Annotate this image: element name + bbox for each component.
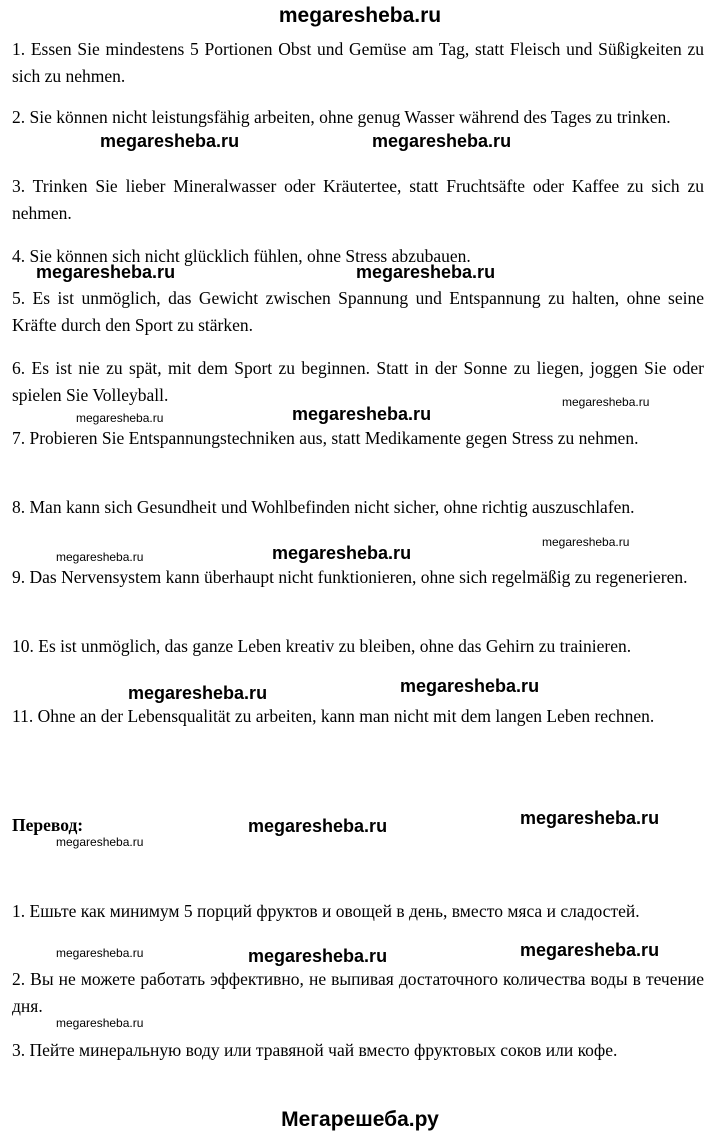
watermark: megaresheba.ru — [248, 816, 388, 836]
watermark-small: megaresheba.ru — [56, 835, 144, 849]
watermark: megaresheba.ru — [372, 131, 512, 151]
german-item-3: 3. Trinken Sie lieber Mineralwasser oder Kräutertee, statt Fruchtsäfte oder Kaffee zu sich zu nehmen. — [12, 176, 704, 223]
watermark: megaresheba.ru — [36, 262, 176, 282]
german-item-7: 7. Probieren Sie Entspannungstechniken aus, statt Medikamente gegen Stress zu nehmen. — [12, 428, 639, 448]
watermark-small: megaresheba.ru — [56, 550, 144, 564]
german-item-10: 10. Es ist unmöglich, das ganze Leben kreativ zu bleiben, ohne das Gehirn zu trainieren. — [12, 636, 632, 656]
watermark: megaresheba.ru — [292, 404, 432, 424]
german-item-9: 9. Das Nervensystem kann überhaupt nicht funktionieren, ohne sich regelmäßig zu regenerieren. — [12, 567, 688, 587]
german-item-11: 11. Ohne an der Lebensqualität zu arbeiten, kann man nicht mit dem langen Leben rechnen. — [12, 706, 655, 726]
watermark-small: megaresheba.ru — [76, 411, 164, 425]
german-item-5: 5. Es ist unmöglich, das Gewicht zwischen Spannung und Entspannung zu halten, ohne seine Kräfte durch den Sport zu stärken. — [12, 288, 704, 335]
german-item-1: 1. Essen Sie mindestens 5 Portionen Obst und Gemüse am Tag, statt Fleisch und Süßigkeiten zu sich zu nehmen. — [12, 39, 704, 86]
watermark: megaresheba.ru — [272, 543, 412, 563]
watermark-small: megaresheba.ru — [56, 946, 144, 960]
russian-item-2: 2. Вы не можете работать эффективно, не выпивая достаточного количества воды в течение дня. — [12, 969, 704, 1016]
site-header: megaresheba.ru — [278, 4, 442, 27]
watermark-small: megaresheba.ru — [56, 1016, 144, 1030]
german-item-4: 4. Sie können sich nicht glücklich fühlen, ohne Stress abzubauen. — [12, 246, 471, 266]
watermark: megaresheba.ru — [400, 676, 540, 696]
german-item-2: 2. Sie können nicht leistungsfähig arbeiten, ohne genug Wasser während des Tages zu trinken. — [12, 107, 671, 127]
watermark: megaresheba.ru — [248, 946, 388, 966]
watermark: megaresheba.ru — [520, 940, 660, 960]
german-item-8: 8. Man kann sich Gesundheit und Wohlbefinden nicht sicher, ohne richtig auszuschlafen. — [12, 497, 635, 517]
watermark: megaresheba.ru — [128, 683, 268, 703]
watermark: megaresheba.ru — [100, 131, 240, 151]
russian-item-1: 1. Ешьте как минимум 5 порций фруктов и овощей в день, вместо мяса и сладостей. — [12, 901, 640, 921]
watermark-small: megaresheba.ru — [542, 535, 630, 549]
russian-item-3: 3. Пейте минеральную воду или травяной чай вместо фруктовых соков или кофе. — [12, 1040, 618, 1060]
german-item-6: 6. Es ist nie zu spät, mit dem Sport zu beginnen. Statt in der Sonne zu liegen, joggen Sie oder spielen Sie Volleyball. — [12, 358, 704, 405]
watermark: megaresheba.ru — [520, 808, 660, 828]
watermark: megaresheba.ru — [356, 262, 496, 282]
site-footer: Мегарешеба.ру — [281, 1108, 439, 1131]
watermark-small: megaresheba.ru — [562, 395, 650, 409]
translation-heading: Перевод: — [12, 815, 84, 835]
